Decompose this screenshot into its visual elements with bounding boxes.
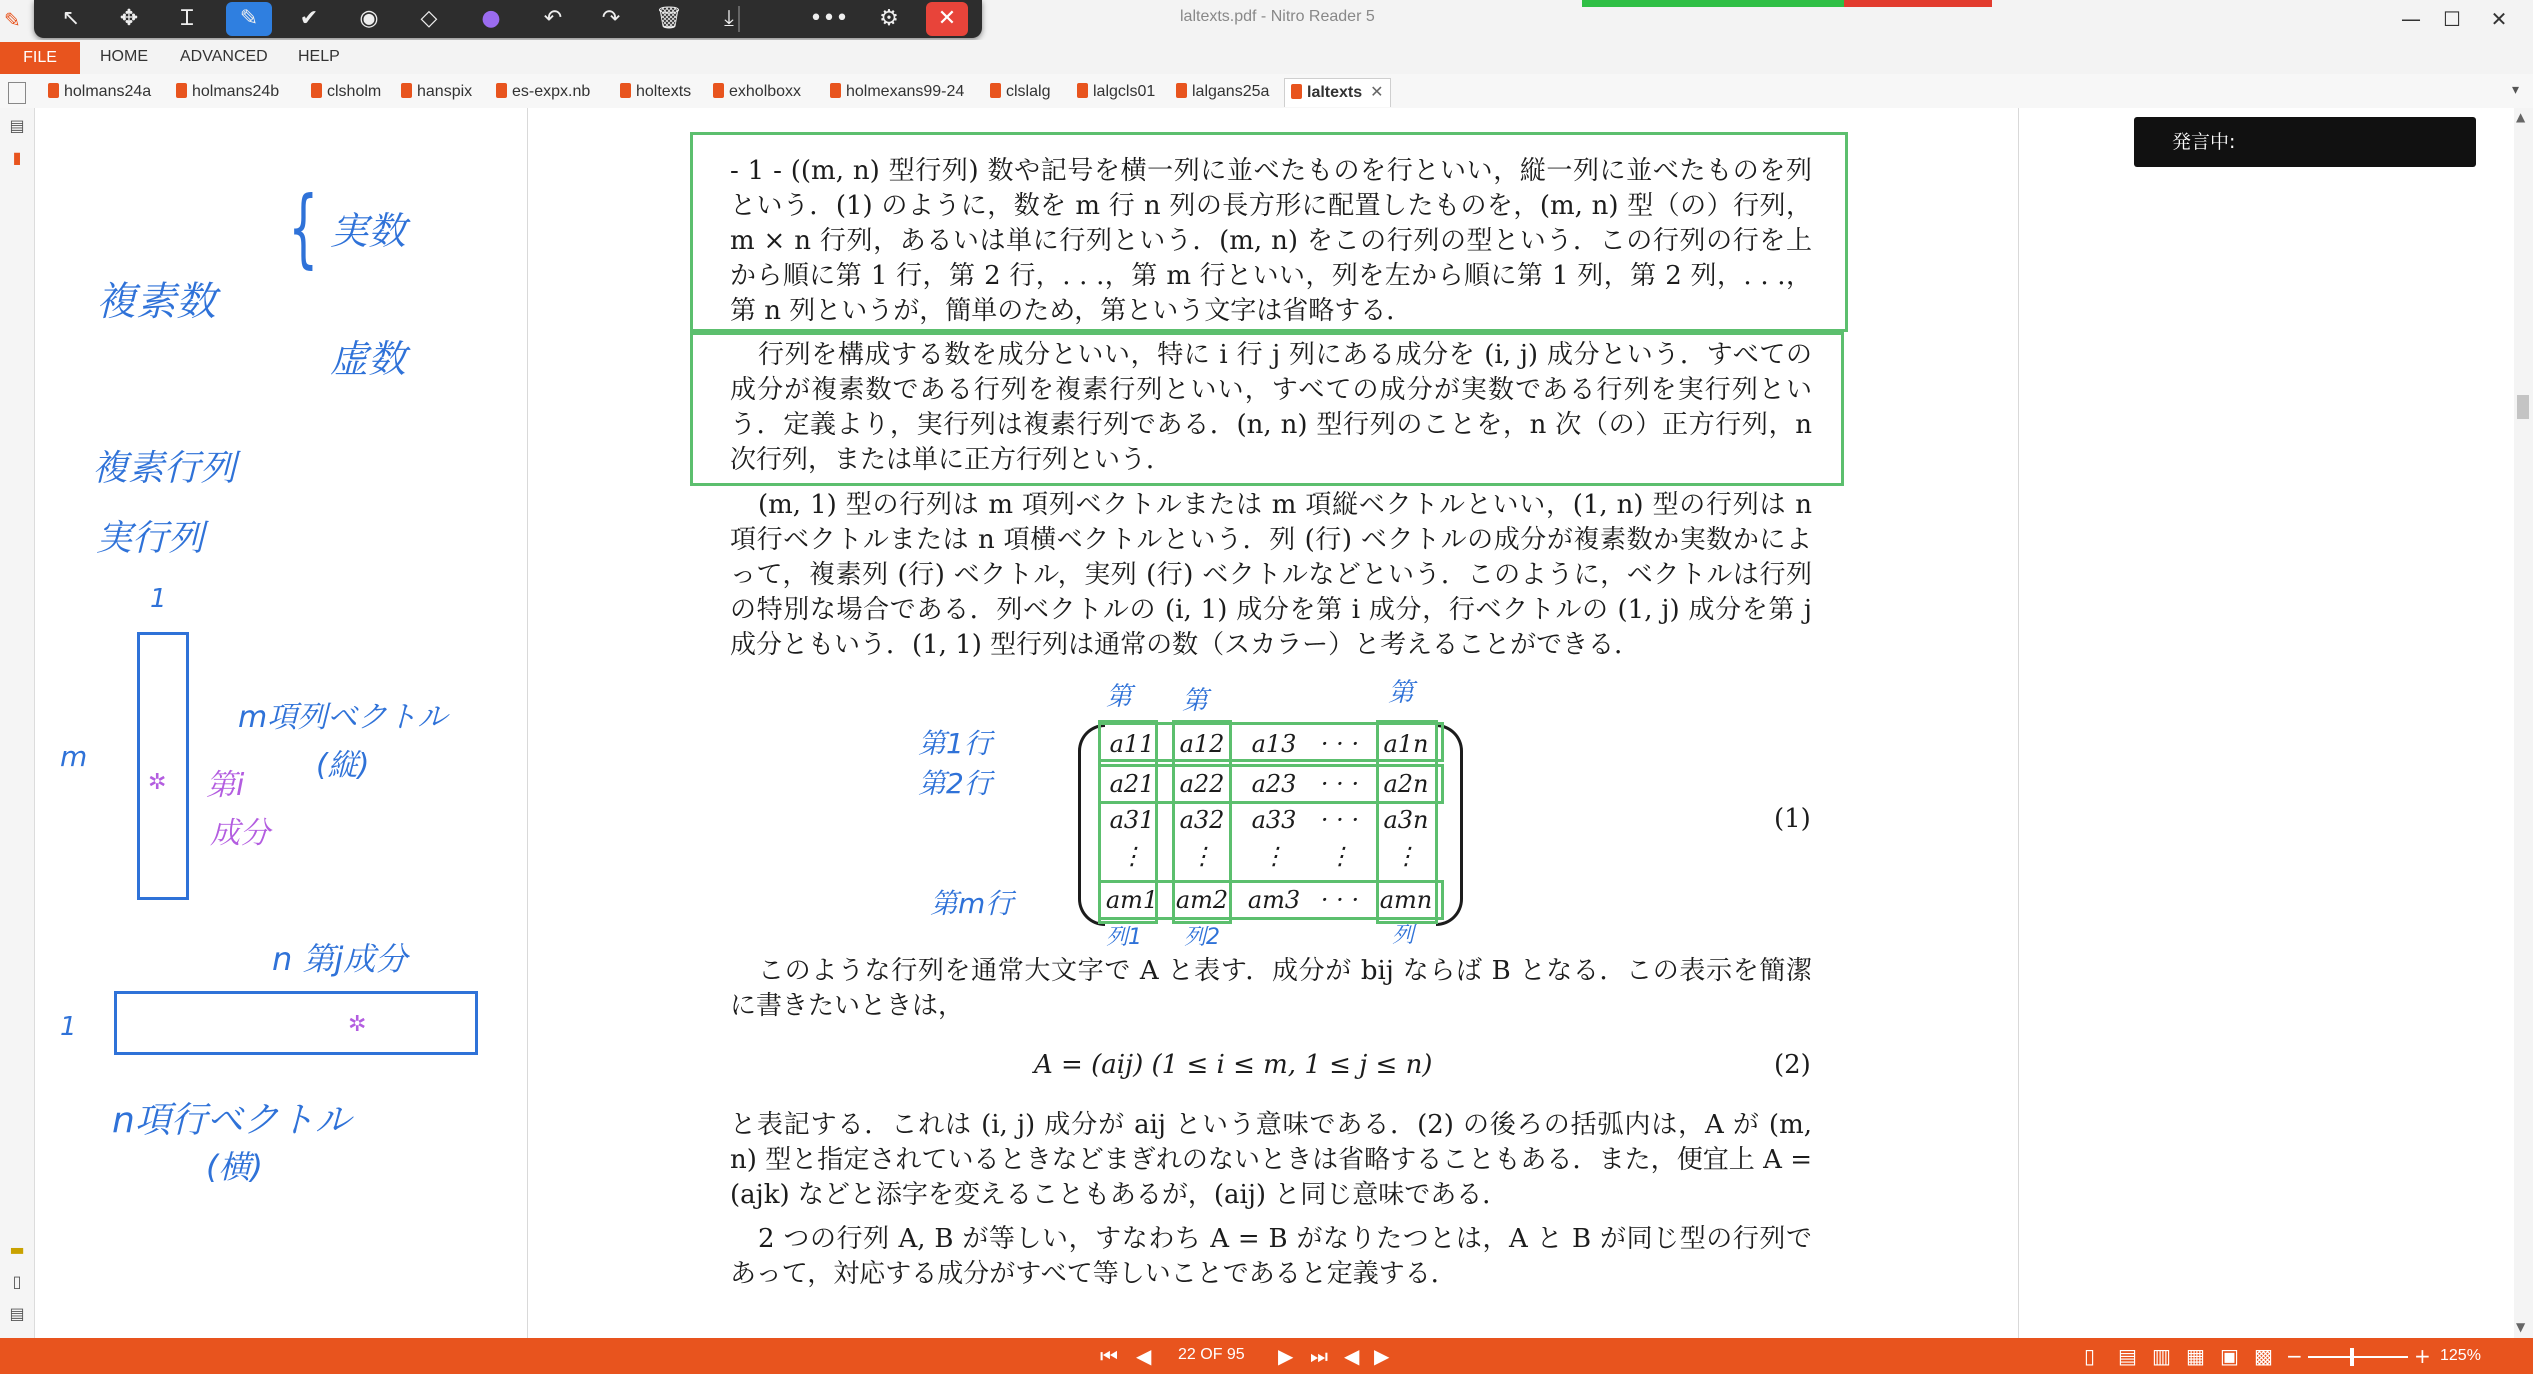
note-horizontal: (横) xyxy=(206,1148,263,1186)
redo-icon[interactable]: ↷ xyxy=(601,6,621,31)
tab-label: exholboxx xyxy=(729,83,802,100)
tab-document[interactable] xyxy=(401,78,472,106)
matrix-cell: a2n xyxy=(1383,770,1429,798)
note-j-component: n 第j成分 xyxy=(272,940,408,978)
zoom-slider[interactable] xyxy=(2308,1356,2408,1358)
tab-overflow-icon[interactable]: ▾ xyxy=(2512,82,2520,98)
tab-label: clslalg xyxy=(1006,83,1051,100)
zoom-out-icon[interactable]: − xyxy=(2286,1344,2303,1368)
note-vertical: (縦) xyxy=(316,748,370,783)
tab-label: holmexans99-24 xyxy=(846,83,965,100)
vertical-scrollbar[interactable] xyxy=(2514,108,2533,1338)
window-title: laltexts.pdf - Nitro Reader 5 xyxy=(1180,8,1375,25)
matrix-cell: a21 xyxy=(1109,770,1155,798)
note-one: 1 xyxy=(150,584,167,614)
equation-number-1: (1) xyxy=(1774,804,1811,834)
pdf-icon xyxy=(1291,84,1302,99)
note-row-one: 1 xyxy=(60,1012,77,1042)
note-column-mark: 第 xyxy=(1182,686,1209,716)
back-view-icon[interactable]: ◀ xyxy=(1344,1344,1360,1368)
matrix-cell: · · · xyxy=(1320,730,1360,758)
pdf-icon xyxy=(311,83,322,98)
highlighter-icon[interactable]: ◉ xyxy=(359,6,379,31)
forward-view-icon[interactable]: ▶ xyxy=(1374,1344,1390,1368)
tab-document[interactable] xyxy=(1077,78,1155,106)
minimize-button[interactable]: — xyxy=(2401,7,2421,31)
matrix-cell: a12 xyxy=(1179,730,1225,758)
pdf-icon xyxy=(713,83,724,98)
continuous-view-icon[interactable]: ▤ xyxy=(2118,1344,2137,1368)
pdf-icon xyxy=(48,83,59,98)
column-vector-sketch xyxy=(137,632,189,900)
tab-document[interactable] xyxy=(713,78,801,106)
speech-indicator xyxy=(2134,117,2476,167)
pen-icon[interactable]: ✎ xyxy=(226,2,272,36)
app-logo-icon[interactable]: ✎ xyxy=(4,8,21,32)
attachments-icon[interactable]: ▯ xyxy=(12,1272,22,1291)
tab-document[interactable] xyxy=(1176,78,1269,106)
tab-document[interactable] xyxy=(830,78,964,106)
tab-label: clsholm xyxy=(327,83,382,100)
matrix-cell: ⋮ xyxy=(1328,842,1352,870)
note-brace: { xyxy=(288,178,319,278)
speech-label: 発言中: xyxy=(2172,131,2236,153)
note-column-vector: m項列ベクトル xyxy=(238,700,448,735)
equation-2: A = (aij) (1 ≤ i ≤ m, 1 ≤ j ≤ n) xyxy=(1034,1050,1433,1080)
matrix-cell: am2 xyxy=(1175,886,1229,914)
facing-view-icon[interactable]: ▥ xyxy=(2152,1344,2171,1368)
zoom-level[interactable]: 125% xyxy=(2440,1347,2481,1364)
paragraph-definition: - 1 - ((m, n) 型行列) 数や記号を横一列に並べたものを行といい，縦一列に並べたものを列という．(1) のように，数を m 行 n 列の長方形に配置したものを，(m, n) 型（の）行列，m × n 行列，あるいは単に行列という．(m, n) をこの行列の型という．この行列の行を上から順に第 1 行，第 2 行，. . .，第 m 行といい，列を左から順に第 1 列，第 2 列，. . .，第 n 列というが，簡単のため，第という文字は省略する． xyxy=(730,156,1812,326)
star-mark-icon: ✲ xyxy=(148,770,167,795)
scrollbar-thumb[interactable] xyxy=(2517,395,2529,419)
scroll-down-icon[interactable]: ▼ xyxy=(2516,1320,2526,1334)
progress-indicator-red xyxy=(1844,0,1992,7)
note-row-2: 第2行 xyxy=(918,767,992,800)
note-real-matrix: 実行列 xyxy=(96,518,205,559)
tab-document[interactable] xyxy=(48,78,151,106)
full-screen-icon[interactable]: ▩ xyxy=(2254,1344,2273,1368)
text-cursor-icon[interactable]: Ɪ xyxy=(180,6,194,31)
right-panel xyxy=(2018,108,2515,1338)
next-page-icon[interactable]: ▶ xyxy=(1278,1344,1294,1368)
note-column-mark: 第 xyxy=(1106,682,1133,712)
tab-document[interactable] xyxy=(620,78,691,106)
star-mark-icon: ✲ xyxy=(348,1012,367,1037)
tab-label: lalgans25a xyxy=(1192,83,1270,100)
zoom-slider-thumb[interactable] xyxy=(2350,1348,2354,1366)
matrix-cell: a33 xyxy=(1251,806,1297,834)
note-column-mark: 第 xyxy=(1388,678,1415,708)
tab-label: lalgcls01 xyxy=(1093,83,1156,100)
pages-icon[interactable] xyxy=(8,82,26,104)
delete-icon[interactable]: 🗑 xyxy=(655,6,683,31)
pdf-icon xyxy=(1176,83,1187,98)
row-vector-sketch xyxy=(114,991,478,1055)
paragraph-notation: このような行列を通常大文字で A と表す．成分が bij ならば B となる．この表示を簡潔に書きたいときは， xyxy=(730,956,1812,1021)
paragraph-components: 行列を構成する数を成分といい，特に i 行 j 列にある成分を (i, j) 成分という．すべての成分が複素数である行列を複素行列といい，すべての成分が実数である行列を実行列という．定義より，実行列は複素行列である．(n, n) 型行列のことを，n 次（の）正方行列，n 次行列，または単に正方行列という． xyxy=(730,340,1812,475)
matrix-cell: am1 xyxy=(1105,886,1159,914)
tab-label: hanspix xyxy=(417,83,473,100)
note-m: m xyxy=(60,740,88,773)
menu-file[interactable]: FILE xyxy=(0,42,80,74)
note-row-m: 第m行 xyxy=(930,887,1014,920)
output-icon[interactable]: ▤ xyxy=(9,1304,25,1323)
note-imaginary-number: 虚数 xyxy=(330,337,407,381)
note-column-bottom: 列 xyxy=(1392,923,1415,948)
pdf-icon xyxy=(176,83,187,98)
matrix-cell: a23 xyxy=(1251,770,1297,798)
matrix-cell: ⋮ xyxy=(1262,842,1286,870)
tab-document[interactable] xyxy=(311,78,381,106)
note-row-vector: n項行ベクトル xyxy=(112,1100,351,1141)
pdf-icon xyxy=(401,83,412,98)
note-component: 成分 xyxy=(210,816,270,851)
thumbnails-icon[interactable]: ▤ xyxy=(9,116,25,135)
eraser-icon[interactable]: ◇ xyxy=(420,6,438,31)
close-window-button[interactable]: ✕ xyxy=(2490,7,2508,31)
tab-label: laltexts xyxy=(1307,84,1363,101)
matrix-cell: a22 xyxy=(1179,770,1225,798)
progress-indicator-green xyxy=(1582,0,1844,7)
single-page-view-icon[interactable]: ▯ xyxy=(2084,1344,2096,1368)
left-sidebar-strip xyxy=(0,108,35,1338)
tab-label: holmans24a xyxy=(64,83,152,100)
matrix-cell: · · · xyxy=(1320,886,1360,914)
comments-icon[interactable]: ▬ xyxy=(9,1240,25,1259)
matrix-cell: a1n xyxy=(1383,730,1429,758)
settings-icon[interactable]: ⚙ xyxy=(879,6,899,31)
tab-active-document[interactable] xyxy=(1284,78,1391,107)
note-complex-number: 複素数 xyxy=(96,279,216,325)
matrix-cell: a11 xyxy=(1109,730,1155,758)
bookmarks-icon[interactable]: ▮ xyxy=(12,148,22,167)
close-toolbar-icon[interactable]: ✕ xyxy=(926,2,968,36)
tab-document[interactable] xyxy=(990,78,1050,106)
check-icon[interactable]: ✔ xyxy=(299,6,319,31)
pdf-icon xyxy=(496,83,507,98)
tab-label: holmans24b xyxy=(192,83,280,100)
matrix-cell: · · · xyxy=(1320,806,1360,834)
ribbon xyxy=(0,40,2533,74)
zoom-in-icon[interactable]: + xyxy=(2414,1344,2431,1368)
fit-view-icon[interactable]: ▣ xyxy=(2220,1344,2239,1368)
undo-icon[interactable]: ↶ xyxy=(543,6,563,31)
pdf-icon xyxy=(620,83,631,98)
scroll-up-icon[interactable]: ▲ xyxy=(2516,110,2526,124)
equation-number-2: (2) xyxy=(1774,1050,1811,1080)
maximize-button[interactable]: ☐ xyxy=(2443,7,2461,31)
paragraph-equality: 2 つの行列 A, B が等しい，すなわち A = B がなりたつとは，A と B が同じ型の行列であって，対応する成分がすべて等しいことであると定義する． xyxy=(730,1224,1812,1289)
menu-advanced[interactable]: ADVANCED xyxy=(180,48,268,65)
tab-label: holtexts xyxy=(636,83,692,100)
matrix-cell: a13 xyxy=(1251,730,1297,758)
page-indicator[interactable]: 22 OF 95 xyxy=(1178,1346,1245,1363)
pdf-icon xyxy=(990,83,1001,98)
last-page-icon[interactable]: ⏭ xyxy=(1310,1344,1328,1368)
matrix-cell: a3n xyxy=(1383,806,1429,834)
close-tab-icon[interactable]: ✕ xyxy=(1370,84,1384,101)
matrix-cell: ⋮ xyxy=(1394,842,1418,870)
note-i-component: 第i xyxy=(206,768,245,803)
matrix-cell: amn xyxy=(1379,886,1433,914)
matrix-cell: · · · xyxy=(1320,770,1360,798)
paragraph-vectors: (m, 1) 型の行列は m 項列ベクトルまたは m 項縦ベクトルといい，(1, n) 型の行列は n 項行ベクトルまたは n 項横ベクトルという．列 (行) ベクトルの成分が複素数か実数かによって，複素列 (行) ベクトル，実列 (行) ベクトルなどという．このように，ベクトルは行列の特別な場合である．列ベクトルの (i, 1) 成分を第 i 成分，行ベクトルの (1, j) 成分を第 j 成分ともいう．(1, 1) 型行列は通常の数（スカラー）と考えることができる． xyxy=(730,490,1812,660)
select-arrow-icon[interactable]: ↖ xyxy=(61,6,81,31)
matrix-cell: ⋮ xyxy=(1120,842,1144,870)
matrix-cell: a31 xyxy=(1109,806,1155,834)
toolbar-separator xyxy=(738,6,740,32)
note-real-number: 実数 xyxy=(330,209,407,253)
download-icon[interactable]: ⤓ xyxy=(724,6,734,31)
menu-home[interactable]: HOME xyxy=(100,48,148,65)
note-complex-matrix: 複素行列 xyxy=(92,448,237,489)
matrix-cell: ⋮ xyxy=(1190,842,1214,870)
note-row-1: 第1行 xyxy=(918,727,992,760)
move-icon[interactable]: ✥ xyxy=(119,6,139,31)
pdf-icon xyxy=(830,83,841,98)
tab-label: es-expx.nb xyxy=(512,83,591,100)
matrix-cell: am3 xyxy=(1247,886,1301,914)
grid-view-icon[interactable]: ▦ xyxy=(2186,1344,2205,1368)
note-column-bottom: 列2 xyxy=(1184,925,1220,950)
note-column-bottom: 列1 xyxy=(1106,925,1142,950)
previous-page-icon[interactable]: ◀ xyxy=(1136,1344,1152,1368)
more-icon[interactable]: ••• xyxy=(809,6,849,31)
color-dot-icon[interactable]: ● xyxy=(481,6,501,31)
pdf-icon xyxy=(1077,83,1088,98)
first-page-icon[interactable]: ⏮ xyxy=(1100,1344,1118,1368)
tab-document[interactable] xyxy=(176,78,279,106)
paragraph-meaning: と表記する．これは (i, j) 成分が aij という意味である．(2) の後ろの括弧内は，A が (m, n) 型と指定されているときなどまぎれのないときは省略することもある．また，便宜上 A = (ajk) などと添字を変えることもあるが，(aij) と同じ意味である． xyxy=(730,1110,1812,1210)
matrix-cell: a32 xyxy=(1179,806,1225,834)
menu-help[interactable]: HELP xyxy=(298,48,340,65)
tab-document[interactable] xyxy=(496,78,590,106)
